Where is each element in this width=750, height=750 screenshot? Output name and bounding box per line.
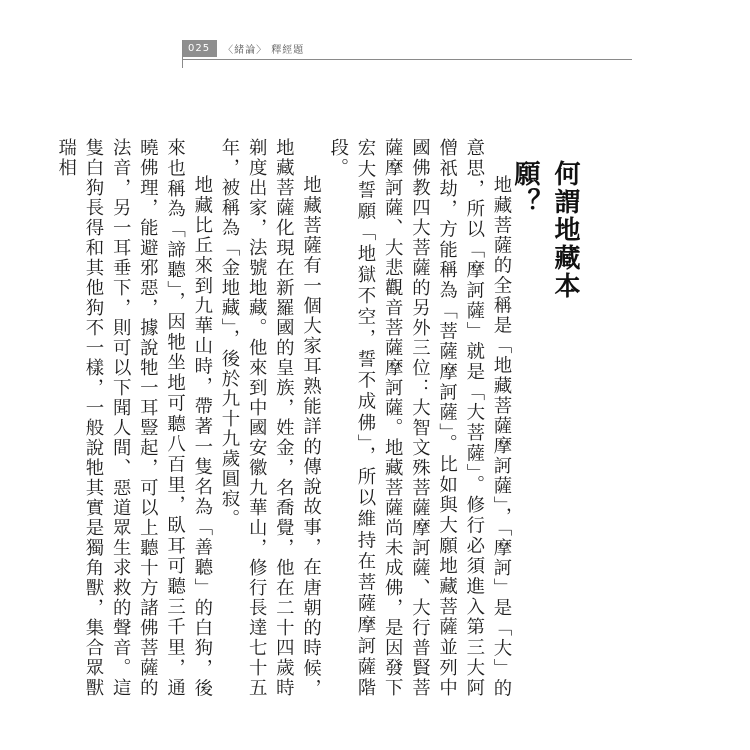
paragraph-2: 地藏菩薩有一個大家耳熟能詳的傳說故事，在唐朝的時候，地藏菩薩化現在新羅國的皇族，姓金，名喬覺，他在二十四歲時剃度出家，法號地藏。他來到中國安徽九華山，修行長達七十五年，被稱為「金地藏」，後於九十九歲圓寂。 [218, 138, 322, 698]
header-corner-rule [182, 40, 183, 68]
body-text [55, 138, 515, 698]
paragraph-3: 地藏比丘來到九華山時，帶著一隻名為「善聽」的白狗，後來也稱為「諦聽」，因牠坐地可聽八百里，臥耳可聽三千里，通曉佛理，能避邪惡，據說牠一耳豎起，可以上聽十方諸佛菩薩的法音，另一耳垂下，則可以下聞人間、惡道眾生求救的聲音。這隻白狗長得和其他狗不一樣，一般說牠其實是獨角獸，集合眾獸瑞相 [55, 138, 213, 698]
page-body [55, 138, 585, 698]
section-title: 何謂地藏本願？ [510, 160, 580, 300]
chapter-running-head: 〈緒論〉 釋經題 [223, 44, 305, 56]
header-rule [182, 59, 632, 60]
paragraph-1: 地藏菩薩的全稱是「地藏菩薩摩訶薩」，「摩訶」是「大」的意思，所以「摩訶薩」就是「大菩薩」。修行必須進入第三大阿僧祇劫，方能稱為「菩薩摩訶薩」。比如與大願地藏菩薩並列中國佛教四大菩薩的另外三位：大智文殊菩薩摩訶薩、大行普賢菩薩摩訶薩、大悲觀音菩薩摩訶薩。地藏菩薩尚未成佛，是因發下宏大誓願「地獄不空，誓不成佛」，所以維持在菩薩摩訶薩階段。 [327, 138, 512, 698]
running-header [182, 38, 632, 58]
page-number: 025 [182, 40, 217, 57]
